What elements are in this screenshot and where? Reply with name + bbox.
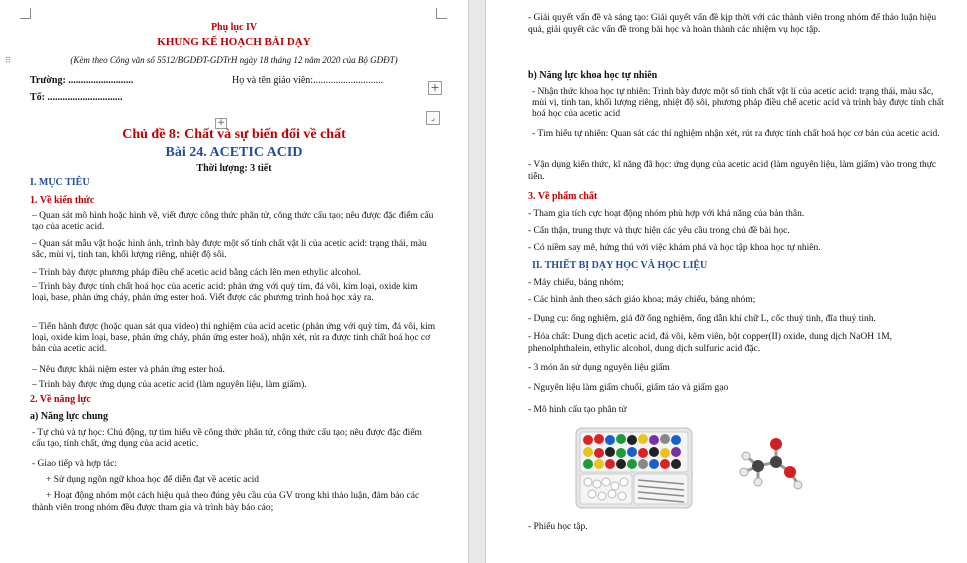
knowledge-item: – Tiến hành được (hoặc quan sát qua video) thí nghiệm của acid acetic (phản ứng với quỳ tím, đá vôi, kim loại, oxide kim loại, base, phản ứng cháy, phản ứng ester hoá), nhận xét, rút ra được tính chất hoá học cơ bản của acetic acid. xyxy=(32,322,436,354)
knowledge-item: – Trình bày được phương pháp điều chế acetic acid bằng cách lên men ethylic alcohol. xyxy=(32,268,361,278)
duration: Thời lượng: 3 tiết xyxy=(196,163,272,174)
plan-title: KHUNG KẾ HOẠCH BÀI DẠY xyxy=(157,36,311,48)
knowledge-item: – Quan sát mô hình hoặc hình vẽ, viết được công thức phân tử, công thức cấu tạo; nêu được đặc điểm cấu tạo của acetic acid. xyxy=(32,211,434,232)
competence-item: + Sử dụng ngôn ngữ khoa học để diễn đạt về acetic acid xyxy=(46,475,259,485)
teacher-field: Họ và tên giáo viên:............................ xyxy=(232,75,384,86)
school-field: Trường: .......................... xyxy=(30,75,134,86)
equipment-item: - Nguyên liệu làm giấm chuối, giấm táo và giấm gạo xyxy=(528,383,729,393)
subsection-qualities: 3. Về phẩm chất xyxy=(528,191,598,202)
subsection-competence: 2. Về năng lực xyxy=(30,394,91,405)
group-field: Tổ: .............................. xyxy=(30,92,123,103)
drag-handle-icon[interactable]: ⠿ xyxy=(5,56,11,65)
section-equipment: II. THIẾT BỊ DẠY HỌC VÀ HỌC LIỆU xyxy=(532,260,708,271)
equipment-item: - Hóa chất: Dung dịch acetic acid, đá vôi, kẽm viên, bột copper(II) oxide, dung dịch NaOH 1M, phenolphthalein, ethylic alcohol, dung dịch sulfuric acid đặc. xyxy=(528,332,893,354)
competence-item: + Hoạt động nhóm một cách hiệu quả theo đúng yêu cầu của GV trong khi thảo luận, đảm bảo các thành viên trong nhóm đều được tham gia và trình bày báo cáo; xyxy=(32,491,420,513)
appendix-label: Phụ lục IV xyxy=(210,22,258,33)
section-objectives: I. MỤC TIÊU xyxy=(30,177,90,188)
acetic-acid-molecule-image xyxy=(736,432,806,502)
equipment-item: - Máy chiếu, bảng nhóm; xyxy=(528,278,624,288)
knowledge-item: – Trình bày được tính chất hoá học của acetic acid: phản ứng với quỳ tím, đá vôi, kim loại, oxide kim loại, base, phản ứng cháy, phản ứng ester hoá. Viết được các phương trình hoá học xảy ra. xyxy=(32,282,418,303)
lesson-title: Bài 24. ACETIC ACID xyxy=(165,145,303,160)
subsection-science-competence: b) Năng lực khoa học tự nhiên xyxy=(528,70,658,81)
equipment-item: - Phiếu học tập. xyxy=(528,522,588,532)
knowledge-item: – Trình bày được ứng dụng của acetic acid (làm nguyên liệu, làm giấm). xyxy=(32,380,307,390)
model-kit-image xyxy=(574,424,694,512)
quality-item: - Tham gia tích cực hoạt động nhóm phù hợp với khả năng của bản thân. xyxy=(528,209,805,219)
competence-item: - Tìm hiểu tự nhiên: Quan sát các thí nghiệm nhận xét, rút ra được tính chất hoá học cơ bản của acetic acid. xyxy=(532,129,940,139)
subsection-knowledge: 1. Về kiến thức xyxy=(30,195,95,206)
crop-mark xyxy=(20,8,31,19)
knowledge-item: – Nêu được khái niệm ester và phản ứng ester hoá. xyxy=(32,365,225,375)
attachment-note: (Kèm theo Công văn số 5512/BGDĐT-GDTrH ngày 18 tháng 12 năm 2020 của Bộ GDĐT) xyxy=(70,55,398,65)
quality-item: - Cẩn thận, trung thực và thực hiện các yêu cầu trong chủ đề bài học. xyxy=(528,226,790,236)
equipment-item: - Mô hình cấu tạo phân tử xyxy=(528,405,627,415)
knowledge-item: – Quan sát mẫu vật hoặc hình ảnh, trình bày được một số tính chất vật lí của acetic acid: trạng thái, màu sắc, mùi vị, tính tan, khối lượng riêng, nhiệt độ sôi. xyxy=(32,239,427,260)
competence-item: - Giải quyết vấn đề và sáng tạo: Giải quyết vấn đề kịp thời với các thành viên trong nhóm để thảo luận hiệu quả, giải quyết các vấn đề trong bài học và hoàn thành các nhiệm vụ học tập. xyxy=(528,13,937,35)
competence-item: - Giao tiếp và hợp tác: xyxy=(32,459,117,469)
competence-item: - Vận dụng kiến thức, kĩ năng đã học: ứng dụng của acetic acid (làm nguyên liệu, làm giấm) vào trong thực tiễn. xyxy=(528,160,937,182)
left-page xyxy=(0,0,468,563)
right-page xyxy=(486,0,967,563)
equipment-item: - 3 món ăn sử dụng nguyên liệu giấm xyxy=(528,363,670,373)
equipment-item: - Các hình ảnh theo sách giáo khoa; máy chiếu, bảng nhóm; xyxy=(528,295,756,305)
expand-icon[interactable]: + xyxy=(428,81,442,95)
equipment-item: - Dụng cụ: ống nghiệm, giá đỡ ống nghiệm, ống dẫn khí chữ L, cốc thuỷ tinh, đĩa thuỷ tinh. xyxy=(528,314,876,324)
subsection-general-competence: a) Năng lực chung xyxy=(30,411,108,422)
quality-item: - Có niềm say mê, hứng thú với việc khám phá và học tập khoa học tự nhiên. xyxy=(528,243,821,253)
add-icon[interactable]: + xyxy=(215,118,227,129)
competence-item: - Nhận thức khoa học tự nhiên: Trình bày được một số tính chất vật lí của acetic acid: trạng thái, màu sắc, mùi vị, tính tan, khối lượng riêng, nhiệt độ sôi, phương pháp điều chế acetic acid và trình bày được tính chất hoá học của acetic acid xyxy=(532,87,944,119)
crop-mark xyxy=(436,8,447,19)
topic-title: Chủ đề 8: Chất và sự biến đổi về chất xyxy=(122,127,346,142)
resize-icon[interactable]: ⌟ xyxy=(426,111,440,125)
competence-item: - Tự chủ và tự học: Chủ động, tự tìm hiểu về công thức phân tử, công thức cấu tạo; nêu được đặc điểm cấu tạo, tính chất, ứng dụng của acid acetic. xyxy=(32,428,422,449)
